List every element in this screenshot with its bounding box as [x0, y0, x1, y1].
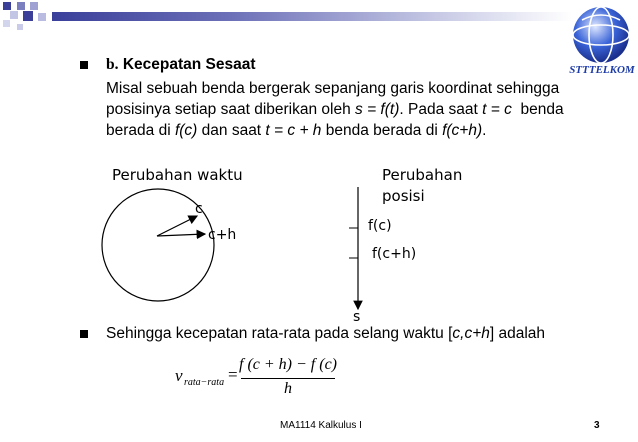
- arrow-c: [157, 216, 197, 236]
- text-run: .: [482, 122, 487, 139]
- text-run-italic: c,c+h: [452, 325, 490, 342]
- position-axis: [345, 185, 375, 315]
- text-run: dan saat: [197, 122, 266, 139]
- header-square: [23, 11, 33, 21]
- formula-denominator: h: [284, 380, 292, 397]
- position-change-label-2: posisi: [382, 187, 425, 205]
- paragraph-line-2: [106, 99, 564, 120]
- arrow-c-plus-h: [157, 234, 205, 236]
- bullet: [80, 61, 88, 69]
- label-s: s: [353, 309, 361, 325]
- logo-text: STTTELKOM: [569, 64, 635, 76]
- text-run: benda berada di: [321, 122, 443, 139]
- text-run-italic: t = c: [482, 101, 512, 118]
- text-run: ] adalah: [489, 325, 546, 342]
- text-run: . Pada saat: [399, 101, 483, 118]
- label-fc: f(c): [368, 218, 392, 234]
- header-square: [30, 2, 38, 10]
- label-c: c: [195, 201, 203, 217]
- label-c-plus-h: c+h: [208, 227, 237, 243]
- bullet: [80, 330, 88, 338]
- header-gradient-bar: [52, 12, 572, 21]
- header-square: [10, 11, 18, 19]
- time-circle-diagram: [98, 185, 238, 315]
- header-square: [3, 20, 10, 27]
- text-run-italic: f(c): [174, 122, 198, 139]
- header-square: [3, 2, 11, 10]
- section-heading: [106, 54, 256, 75]
- fraction-bar: [241, 378, 335, 379]
- text-run: benda: [511, 101, 564, 118]
- formula-equals: =: [228, 365, 238, 384]
- header-square: [38, 13, 46, 21]
- label-fch: f(c+h): [372, 246, 417, 262]
- formula-v: v: [175, 366, 183, 385]
- heading-title: Kecepatan Sesaat: [122, 56, 256, 73]
- conclusion-text: [106, 323, 545, 344]
- paragraph-line-3: [106, 120, 486, 141]
- text-run-italic: t = c + h: [265, 122, 322, 139]
- header-square: [17, 24, 23, 30]
- text-run: posisinya setiap saat diberikan oleh: [106, 101, 356, 118]
- text-run: berada di: [106, 122, 175, 139]
- page-number: 3: [594, 420, 600, 431]
- formula-subscript: rata−rata: [184, 377, 225, 388]
- text-run: Sehingga kecepatan rata-rata pada selang waktu [: [106, 325, 453, 342]
- formula-numerator: f (c + h) − f (c): [239, 356, 337, 373]
- position-change-label-1: Perubahan: [382, 166, 463, 184]
- text-run-italic: s = f(t): [355, 101, 400, 118]
- heading-letter: b.: [106, 56, 119, 73]
- paragraph-line-1: Misal sebuah benda bergerak sepanjang garis koordinat sehingga: [106, 80, 560, 97]
- header-square: [17, 2, 25, 10]
- text-run-italic: f(c+h): [442, 122, 483, 139]
- footer-course: MA1114 Kalkulus I: [280, 420, 362, 431]
- time-change-label: Perubahan waktu: [112, 166, 243, 184]
